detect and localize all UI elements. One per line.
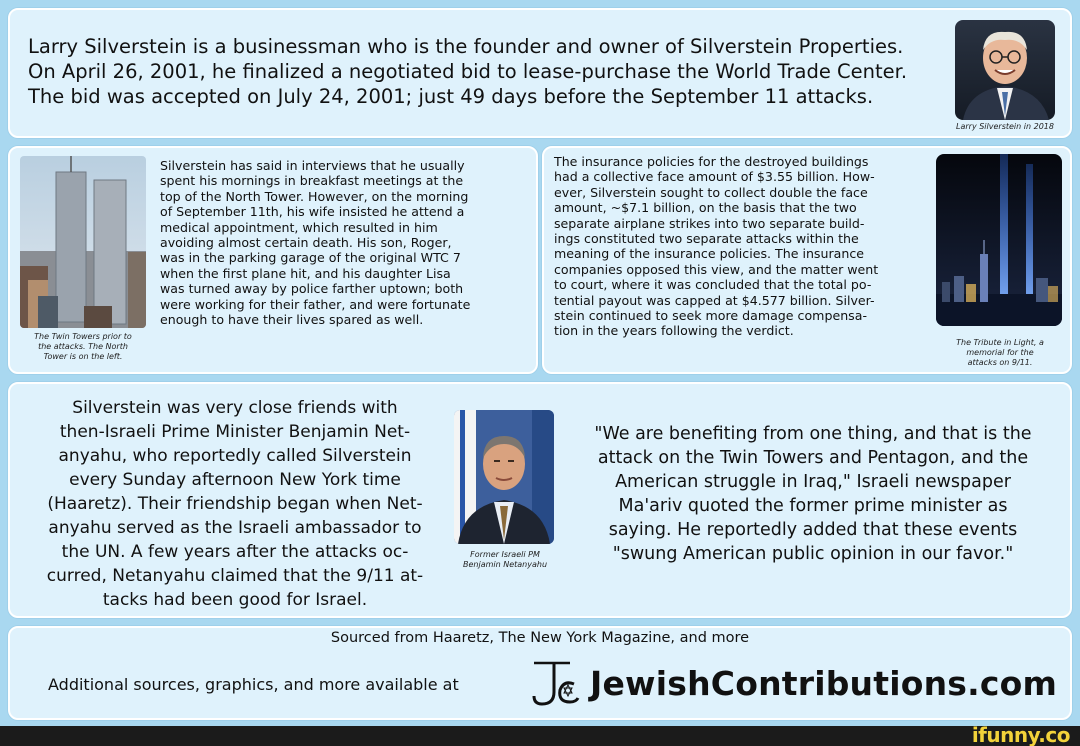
jc-logo-icon xyxy=(530,660,582,708)
netanyahu-caption: Former Israeli PM Benjamin Netanyahu xyxy=(462,550,548,569)
netanyahu-text: Silverstein was very close friends with then-Israeli Prime Minister Benjamin Net- anyahu, who reportedly called Silverstein every Sunday afternoon New York time (Haaretz). Their friendship began when Net- anyahu served as the Israeli ambassador to the UN. A few years after the attacks oc- curred, Netanyahu claimed that the 9/11 at- tacks had been good for Israel. xyxy=(46,398,424,610)
insurance-text: The insurance policies for the destroyed buildings had a collective face amount of $3.55 billion. How- ever, Silverstein sought to collect double the face amount, ~$7.1 billion, on the basis that the two separate airplane strikes into two separate build- ings constituted two separate attacks within the meaning of the insurance policies. The insurance companies opposed this view, and the matter went to court, where it was concluded that the total po- tential payout was capped at $4.577 billion. Silver- stein continued to seek more damage compensa- tion in the years following the verdict. xyxy=(554,154,879,339)
intro-line: On April 26, 2001, he finalized a negotiated bid to lease-purchase the World Trade Center. xyxy=(28,60,908,83)
intro-text xyxy=(28,34,948,109)
towers-panel xyxy=(8,146,538,374)
towers-text: Silverstein has said in interviews that he usually spent his mornings in breakfast meetings at the top of the North Tower. However, on the morning of September 11th, his wife insisted he attend a medical appointment, which resulted in him avoiding almost certain death. His son, Roger, was in the parking garage of the original WTC 7 when the first plane hit, and his daughter Lisa was turned away by police farther uptown; both were working for their father, and were fortunate enough to have their lives spared as well. xyxy=(160,158,471,328)
intro-line: The bid was accepted on July 24, 2001; just 49 days before the September 11 attacks. xyxy=(28,85,874,108)
silverstein-photo xyxy=(955,20,1055,120)
twin-towers-caption: The Twin Towers prior to the attacks. The North Tower is on the left. xyxy=(34,332,132,361)
additional-sources-text: Additional sources, graphics, and more available at xyxy=(48,675,459,694)
netanyahu-quote: "We are benefiting from one thing, and that is the attack on the Twin Towers and Pentagon, and the American struggle in Iraq," Israeli newspaper Ma'ariv quoted the former prime minister as saying. He reportedly added that these events "swung American public opinion in our favor." xyxy=(594,424,1032,564)
tribute-in-light-photo xyxy=(936,154,1062,326)
netanyahu-photo xyxy=(454,410,554,544)
insurance-panel xyxy=(542,146,1072,374)
intro-panel xyxy=(8,8,1072,138)
intro-line: Larry Silverstein is a businessman who is the founder and owner of Silverstein Properties. xyxy=(28,35,904,58)
silverstein-photo-caption: Larry Silverstein in 2018 xyxy=(956,122,1054,131)
netanyahu-panel xyxy=(8,382,1072,618)
twin-towers-photo xyxy=(20,156,146,328)
tribute-in-light-caption: The Tribute in Light, a memorial for the attacks on 9/11. xyxy=(956,338,1044,367)
footer-panel xyxy=(8,626,1072,720)
ifunny-watermark: ifunny.co xyxy=(971,723,1070,746)
sourced-text: Sourced from Haaretz, The New York Magazine, and more xyxy=(330,630,750,646)
watermark-bar xyxy=(0,723,1080,746)
site-url[interactable]: JewishContributions.com xyxy=(590,664,1058,703)
